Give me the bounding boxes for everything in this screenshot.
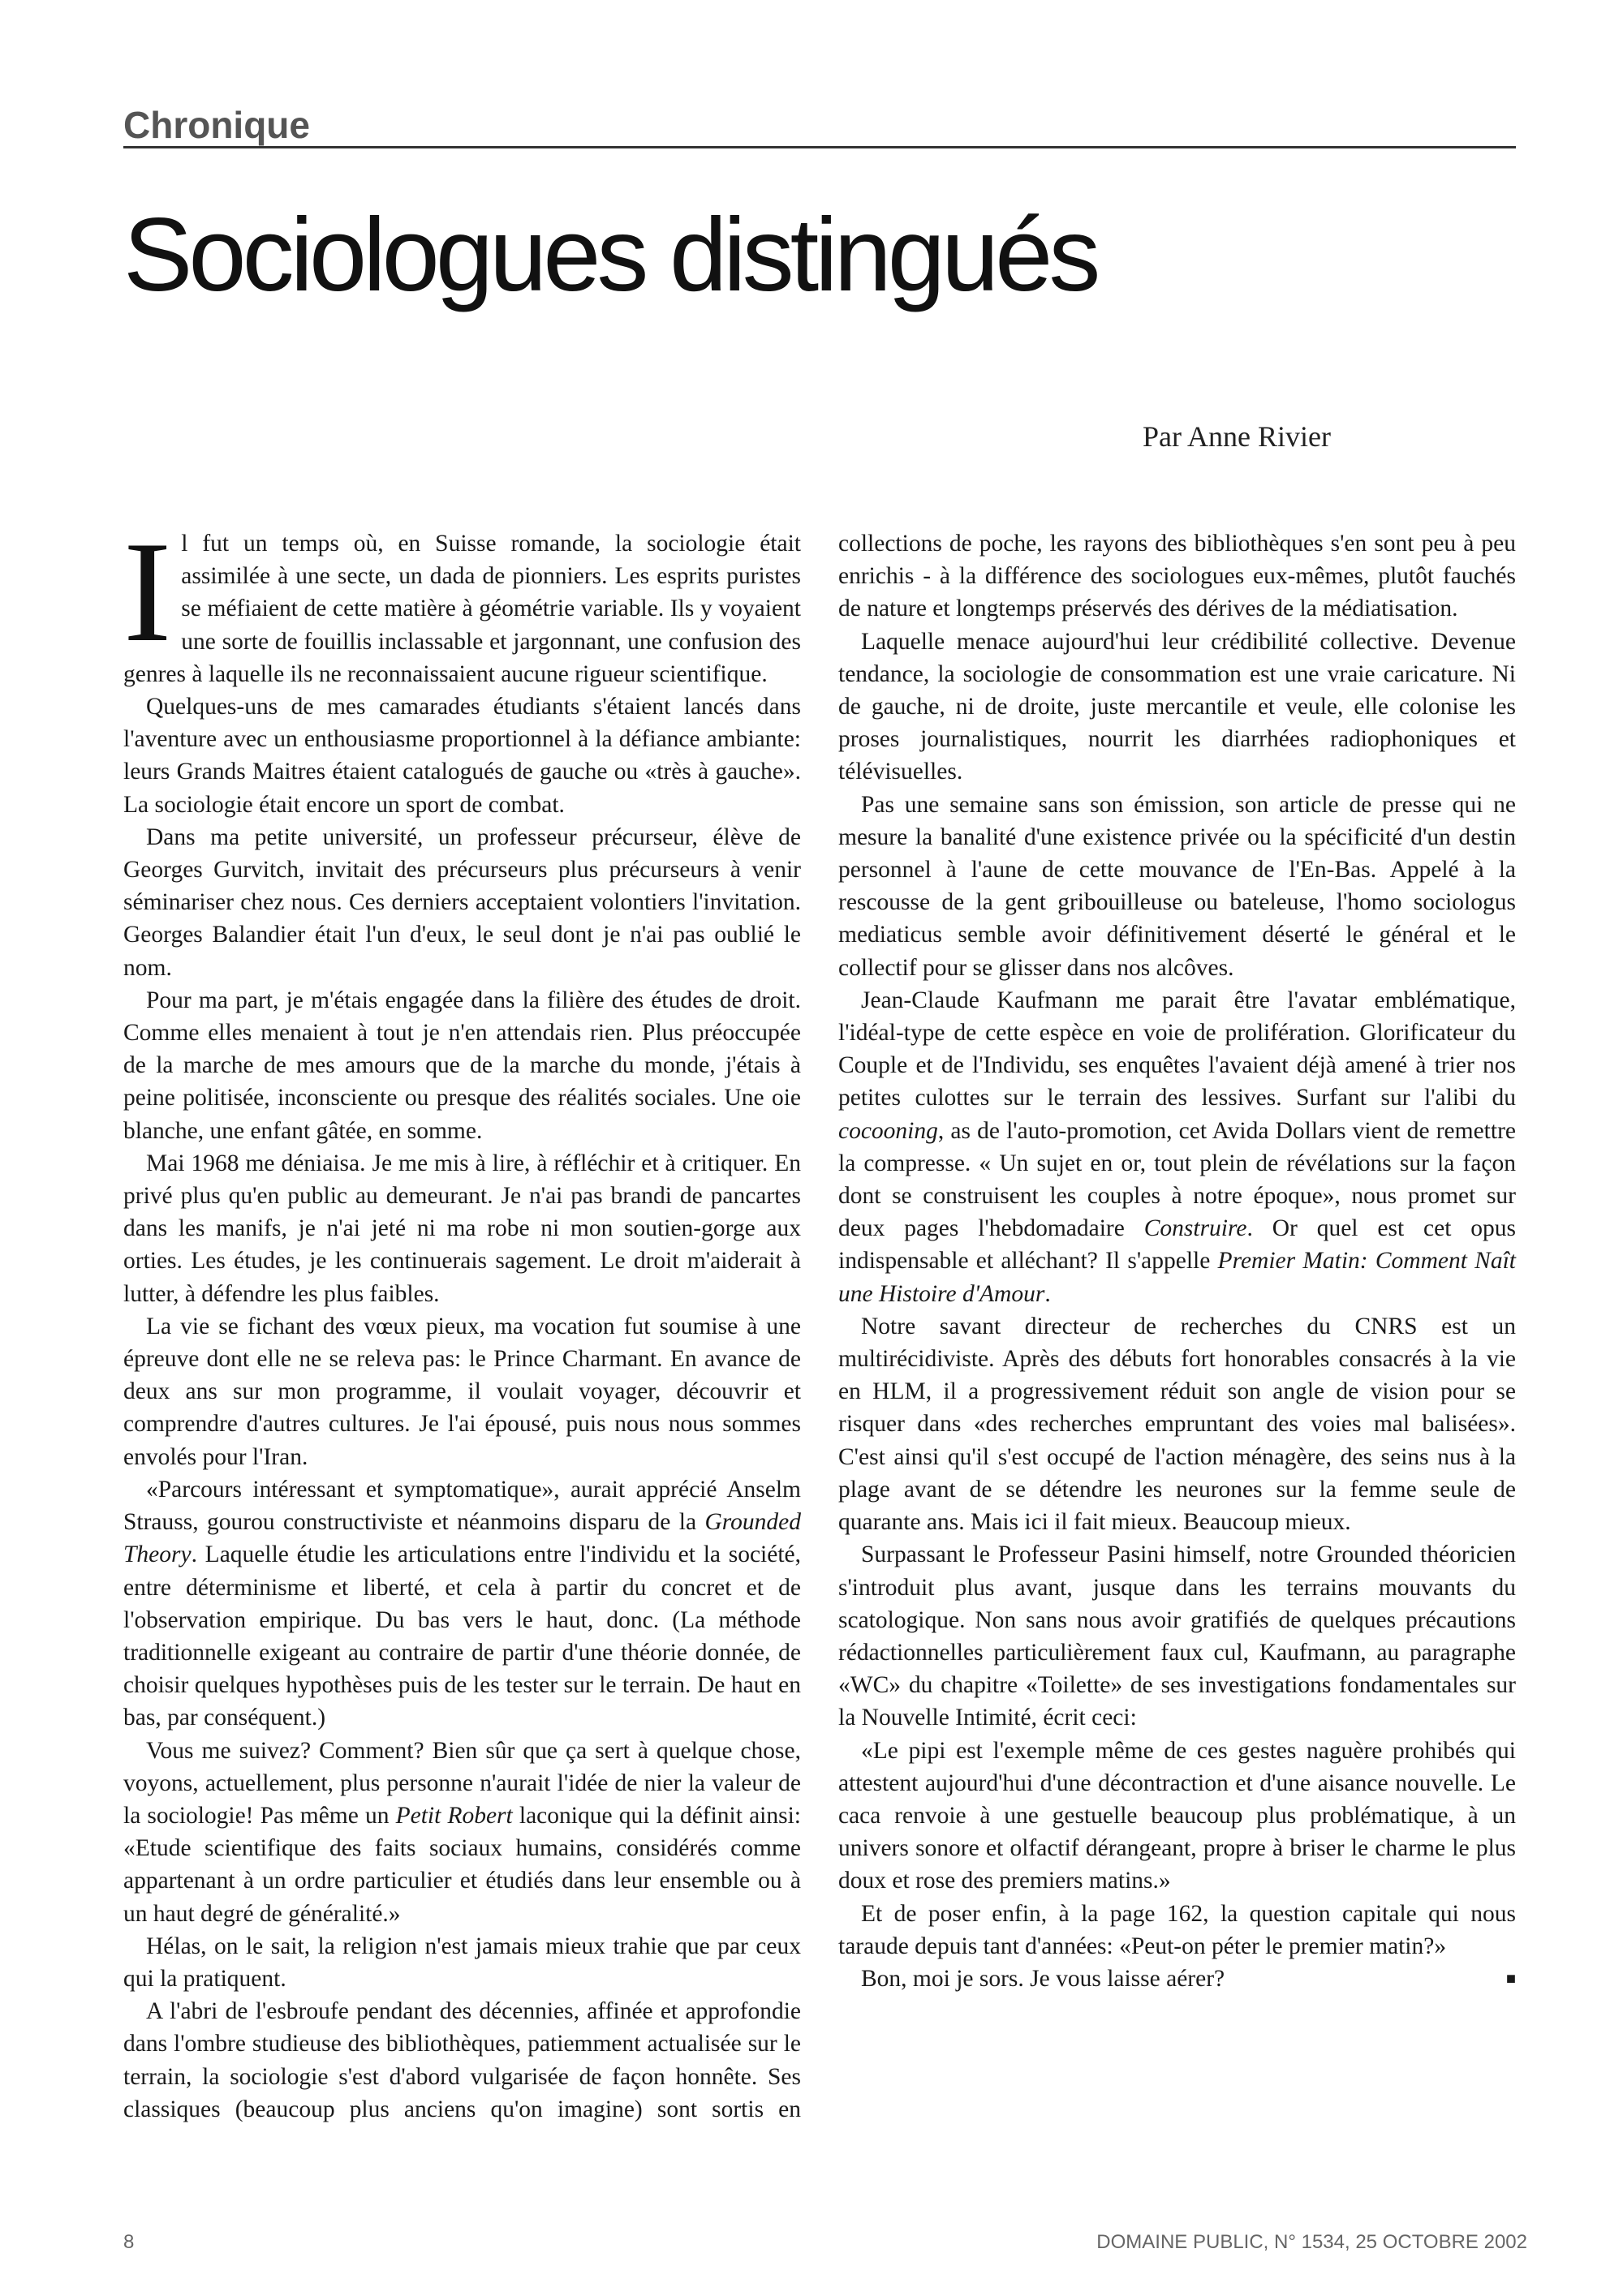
paragraph-13: Jean-Claude Kaufmann me parait être l'avatar emblématique, l'idéal-type de cette espèce en voie de prolifération. Glorificateur du Couple et de l'Individu, ses enquêtes l'avaient déjà amené à trier nos petites culottes sur le terrain des lessives. Surfant sur l'alibi du cocooning, as de l'auto-promotion, cet Avida Dollars vient de remettre la compresse. « Un sujet en or, tout plein de révélations sur la façon dont se construisent les couples à notre époque», nous promet sur deux pages l'hebdomadaire Construire. Or quel est cet opus indispensable et alléchant? Il s'appelle Premier Matin: Comment Naît une Histoire d'Amour. (838, 987, 1516, 1307)
emphasis-construire: Construire (1143, 1215, 1247, 1242)
article-title: Sociologues distingués (123, 197, 1097, 313)
paragraph-16: «Le pipi est l'exemple même de ces gestes naguère prohibés qui attestent aujourd'hui d'une décontraction et d'une aisance nouvelle. Le caca renvoie à une gestuelle beaucoup plus problématique, à un univers sonore et olfactif dérangeant, propre à briser le charme le plus doux et rose des premiers matins.» (838, 1737, 1516, 1894)
article-body (123, 511, 1516, 2142)
paragraph-18: Bon, moi je sors. Je vous laisse aérer? ■ (838, 1963, 1516, 1995)
section-rubric: Chronique (123, 104, 1516, 148)
emphasis-cocooning: cocooning (838, 1117, 938, 1144)
byline: Par Anne Rivier (1143, 420, 1331, 453)
paragraph-3: Dans ma petite université, un professeur précurseur, élève de Georges Gurvitch, invitait des précurseurs plus précurseurs à venir séminariser chez nous. Ces derniers acceptaient volontiers l'invitation. Georges Balandier était l'un d'eux, le seul dont je n'ai pas oublié le nom. (123, 823, 801, 981)
paragraph-17: Et de poser enfin, à la page 162, la question capitale qui nous taraude depuis tant d'années: «Peut-on péter le premier matin?» (838, 1900, 1516, 1959)
paragraph-14: Notre savant directeur de recherches du CNRS est un multirécidiviste. Après des débuts fort honorables consacrés à la vie en HLM, il a progressivement réduit son angle de vision pour se risquer dans «des recherches empruntant des voies mal balisées». C'est ainsi qu'il s'est occupé de l'action ménagère, des seins nus à la plage avant de se détendre les neurones sur la femme seule de quarante ans. Mais ici il fait mieux. Beaucoup mieux. (838, 1313, 1516, 1536)
paragraph-5: Mai 1968 me déniaisa. Je me mis à lire, à réfléchir et à critiquer. En privé plus qu'en public au demeurant. Je n'ai pas brandi de pancartes dans les manifs, je n'ai jeté ni ma robe ni mon soutien-gorge aux orties. Les études, je les continuerais sagement. Le droit m'aiderait à lutter, à défendre les plus faibles. (123, 1150, 801, 1307)
emphasis-book-title: Premier Matin: Comment Naît une Histoire d'Amour (838, 1248, 1516, 1307)
emphasis-petit-robert: Petit Robert (395, 1802, 513, 1829)
drop-cap: I (123, 511, 172, 672)
publication-info: DOMAINE PUBLIC, N° 1534, 25 OCTOBRE 2002 (1096, 2231, 1527, 2253)
paragraph-2: Quelques-uns de mes camarades étudiants s'étaient lancés dans l'aventure avec un enthousiasme proportionnel à la défiance ambiante: leurs Grands Maitres étaient catalogués de gauche ou «très à gauche». La sociologie était encore un sport de combat. (123, 694, 801, 818)
paragraph-10: A l'abri de l'esbroufe pendant des décennies, affinée et approfondie dans l'ombre studieuse des bibliothèques, patiemment actualisée sur le terrain, la sociologie s'est d'abord vulgarisée de façon honnête. Ses classiques (beaucoup plus anciens qu'on imagine) sont sortis en collections de poche, les rayons des bibliothèques s'en sont peu à peu enrichis - à la différence des sociologues eux-mêmes, plutôt fauchés de nature et longtemps préservés des dérives de la médiatisation. (123, 531, 1516, 2122)
paragraph-11: Laquelle menace aujourd'hui leur crédibilité collective. Devenue tendance, la sociologie de consommation est une vraie caricature. Ni de gauche, ni de droite, juste mercantile et veule, elle colonise les proses journalistiques, nourrit les diarrhées radiophoniques et télévisuelles. (838, 628, 1516, 785)
paragraph-9: Hélas, on le sait, la religion n'est jamais mieux trahie que par ceux qui la pratiquent. (123, 1933, 801, 1992)
page-number: 8 (123, 2231, 135, 2253)
paragraph-6: La vie se fichant des vœux pieux, ma vocation fut soumise à une épreuve dont elle ne se releva pas: le Prince Charmant. En avance de deux ans sur mon programme, il voulait voyager, découvrir et comprendre d'autres cultures. Je l'ai épousé, puis nous nous sommes envolés pour l'Iran. (123, 1313, 801, 1470)
emphasis-grounded-theory: Grounded Theory (123, 1509, 801, 1568)
paragraph-15: Surpassant le Professeur Pasini himself, notre Grounded théoricien s'introduit plus avant, jusque dans les terrains mouvants du scatologique. Non sans nous avoir gratifiés de quelques précautions rédactionnelles particulièrement faux cul, Kaufmann, au paragraphe «WC» du chapitre «Toilette» de ses investigations fondamentales sur la Nouvelle Intimité, écrit ceci: (838, 1541, 1516, 1731)
paragraph-4: Pour ma part, je m'étais engagée dans la filière des études de droit. Comme elles menaient à tout je n'en attendais rien. Plus préoccupée de la marche de mes amours que de la marche du monde, j'étais à peine politisée, inconsciente ou presque des réalités sociales. Une oie blanche, une enfant gâtée, en somme. (123, 987, 801, 1144)
paragraph-12: Pas une semaine sans son émission, son article de presse qui ne mesure la banalité d'une existence privée ou la spécificité d'un destin personnel à l'aune de cette mouvance de l'En-Bas. Appelé à la rescousse de la gent gribouilleuse ou bateleuse, l'homo sociologus mediaticus semble avoir définitivement déserté le général et le collectif pour se glisser dans nos alcôves. (838, 791, 1516, 981)
paragraph-8: Vous me suivez? Comment? Bien sûr que ça sert à quelque chose, voyons, actuellement, plus personne n'aurait l'idée de nier la valeur de la sociologie! Pas même un Petit Robert laconique qui la définit ainsi: «Etude scientifique des faits sociaux humains, considérés comme appartenant à un ordre particulier et étudiés dans leur ensemble ou à un haut degré de généralité.» (123, 1737, 802, 1927)
paragraph-1: Il fut un temps où, en Suisse romande, la sociologie était assimilée à une secte, un dada de pionniers. Les esprits puristes se méfiaient de cette matière à géométrie variable. Ils y voyaient une sorte de fouillis inclassable et jargonnant, une confusion des genres à laquelle ils ne reconnaissaient aucune rigueur scientifique. (123, 511, 801, 687)
paragraph-7: «Parcours intéressant et symptomatique», aurait apprécié Anselm Strauss, gourou constructiviste et néanmoins disparu de la Grounded Theory. Laquelle étudie les articulations entre l'individu et la société, entre déterminisme et liberté, et cela à partir du concret et de l'observation empirique. Du bas vers le haut, donc. (La méthode traditionnelle exigeant au contraire de partir d'une théorie donnée, de choisir quelques hypothèses puis de les tester sur le terrain. De haut en bas, par conséquent.) (123, 1476, 801, 1731)
